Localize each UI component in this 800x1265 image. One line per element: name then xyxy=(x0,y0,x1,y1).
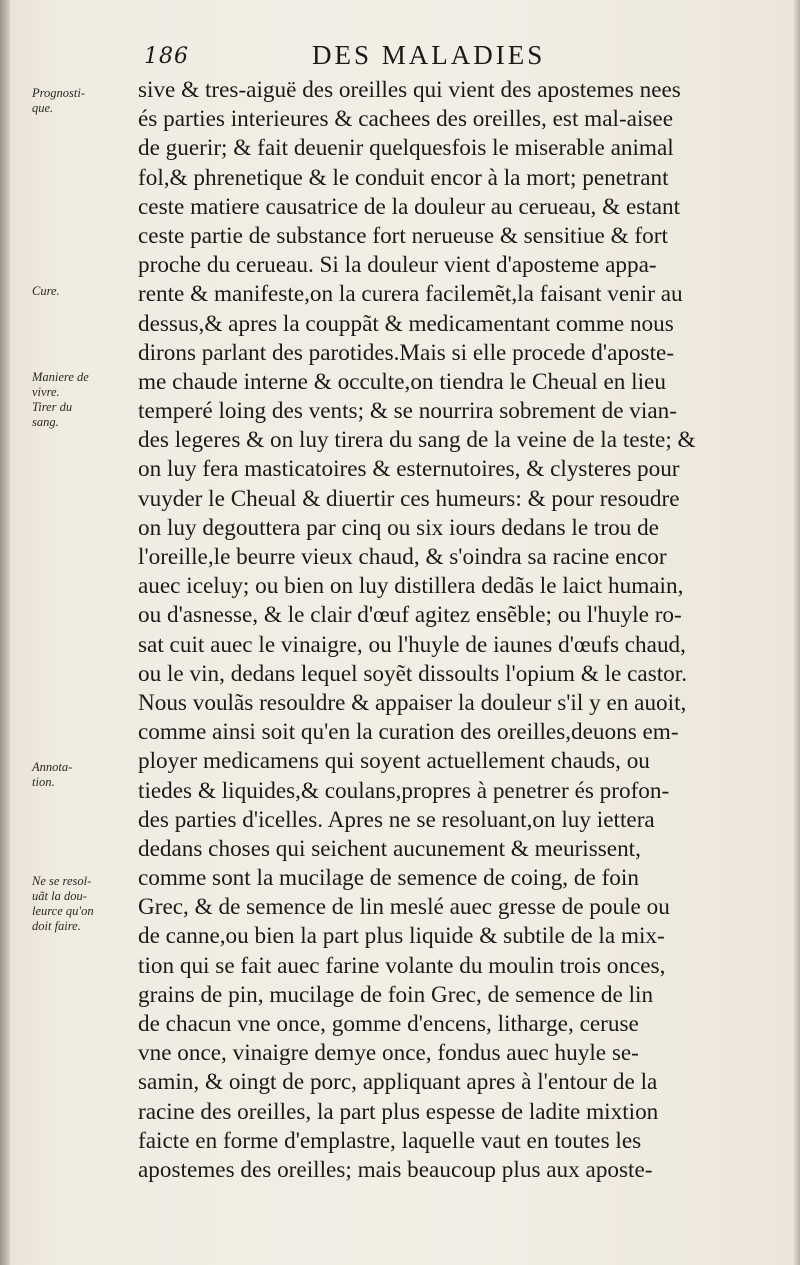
text-line: Grec, & de semence de lin meslé auec gresse de poule ou xyxy=(138,894,670,921)
text-line: dessus,& apres la couppãt & medicamentant comme nous xyxy=(138,310,674,337)
text-line: temperé loing des vents; & se nourrira sobrement de vian- xyxy=(138,398,677,425)
text-line: és parties interieures & cachees des oreilles, est mal-aisee xyxy=(138,106,674,133)
marginal-note-nesse-resolvant: Ne se resol- uãt la dou- leurce qu'on doit faire. xyxy=(32,874,94,933)
marginal-note-annotation: Annota- tion. xyxy=(32,760,73,789)
text-line: fol,& phrenetique & le conduit encor à la mort; penetrant xyxy=(138,164,669,191)
marginal-note-maniere-de-vivre: Maniere de vivre. Tirer du sang. xyxy=(32,370,89,429)
marginal-note-prognostique: Prognosti- que. xyxy=(32,86,86,115)
text-line: sive & tres-aiguë des oreilles qui vient des apostemes nees xyxy=(138,77,681,103)
text-line: apostemes des oreilles; mais beaucoup plus aux aposte- xyxy=(138,1156,653,1183)
text-line: faicte en forme d'emplastre, laquelle vaut en toutes les xyxy=(138,1127,642,1154)
text-line: dirons parlant des parotides.Mais si elle procede d'aposte- xyxy=(138,339,675,366)
text-line: on luy degouttera par cinq ou six iours dedans le trou de xyxy=(138,514,659,541)
text-line: samin, & oingt de porc, appliquant apres à l'entour de la xyxy=(138,1069,658,1096)
page-binding-edge xyxy=(0,0,10,1265)
text-line: vne once, vinaigre demye once, fondus auec huyle se- xyxy=(138,1040,639,1067)
text-line: auec iceluy; ou bien on luy distillera dedãs le laict humain, xyxy=(138,573,684,600)
text-line: ployer medicamens qui soyent actuellement chauds, ou xyxy=(138,748,650,775)
text-line: l'oreille,le beurre vieux chaud, & s'oindra sa racine encor xyxy=(138,544,667,570)
page-number: 186 xyxy=(144,44,189,69)
text-line: on luy fera masticatoires & esternutoires, & clysteres pour xyxy=(138,456,680,483)
text-line: ou le vin, dedans lequel soyẽt dissoults l'opium & le castor. xyxy=(138,660,688,687)
text-line: tion qui se fait auec farine volante du moulin trois onces, xyxy=(138,952,666,979)
text-line: comme ainsi soit qu'en la curation des oreilles,deuons em- xyxy=(138,719,679,746)
text-line: de guerir; & fait deuenir quelquesfois le miserable animal xyxy=(138,135,674,162)
text-line: grains de pin, mucilage de foin Grec, de semence de lin xyxy=(138,981,654,1008)
text-line: dedans choses qui seichent aucunement & meurissent, xyxy=(138,835,641,862)
text-line: ceste matiere causatrice de la douleur au cerueau, & estant xyxy=(138,193,681,220)
text-line: de canne,ou bien la part plus liquide & subtile de la mix- xyxy=(138,923,665,950)
text-line: rente & manifeste,on la curera facilemẽt,la faisant venir au xyxy=(138,281,683,308)
text-line: de chacun vne once, gomme d'encens, litharge, ceruse xyxy=(138,1011,639,1037)
text-line: me chaude interne & occulte,on tiendra le Cheual en lieu xyxy=(138,368,666,395)
text-line: tiedes & liquides,& coulans,propres à penetrer és profon- xyxy=(138,777,670,804)
page-header xyxy=(0,38,800,78)
page-outer-edge xyxy=(794,0,800,1265)
text-line: Nous voulãs resouldre & appaiser la douleur s'il y en auoit, xyxy=(138,689,687,716)
text-line: vuyder le Cheual & diuertir ces humeurs: & pour resoudre xyxy=(138,485,680,512)
text-line: des parties d'icelles. Apres ne se resoluant,on luy iettera xyxy=(138,806,655,833)
text-line: des legeres & on luy tirera du sang de la veine de la teste; & xyxy=(138,427,696,454)
text-line: comme sont la mucilage de semence de coing, de foin xyxy=(138,865,639,892)
text-line: sat cuit auec le vinaigre, ou l'huyle de iaunes d'œufs chaud, xyxy=(138,631,686,658)
text-line: racine des oreilles, la part plus espesse de ladite mixtion xyxy=(138,1098,659,1125)
marginal-note-cure: Cure. xyxy=(32,284,60,298)
text-line: ceste partie de substance fort nerueuse & sensitiue & fort xyxy=(138,222,668,249)
body-text xyxy=(138,76,766,1185)
text-line: ou d'asnesse, & le clair d'œuf agitez ensẽble; ou l'huyle ro- xyxy=(138,602,682,629)
running-head: DES MALADIES xyxy=(312,40,546,70)
text-line: proche du cerueau. Si la douleur vient d'aposteme appa- xyxy=(138,252,657,279)
